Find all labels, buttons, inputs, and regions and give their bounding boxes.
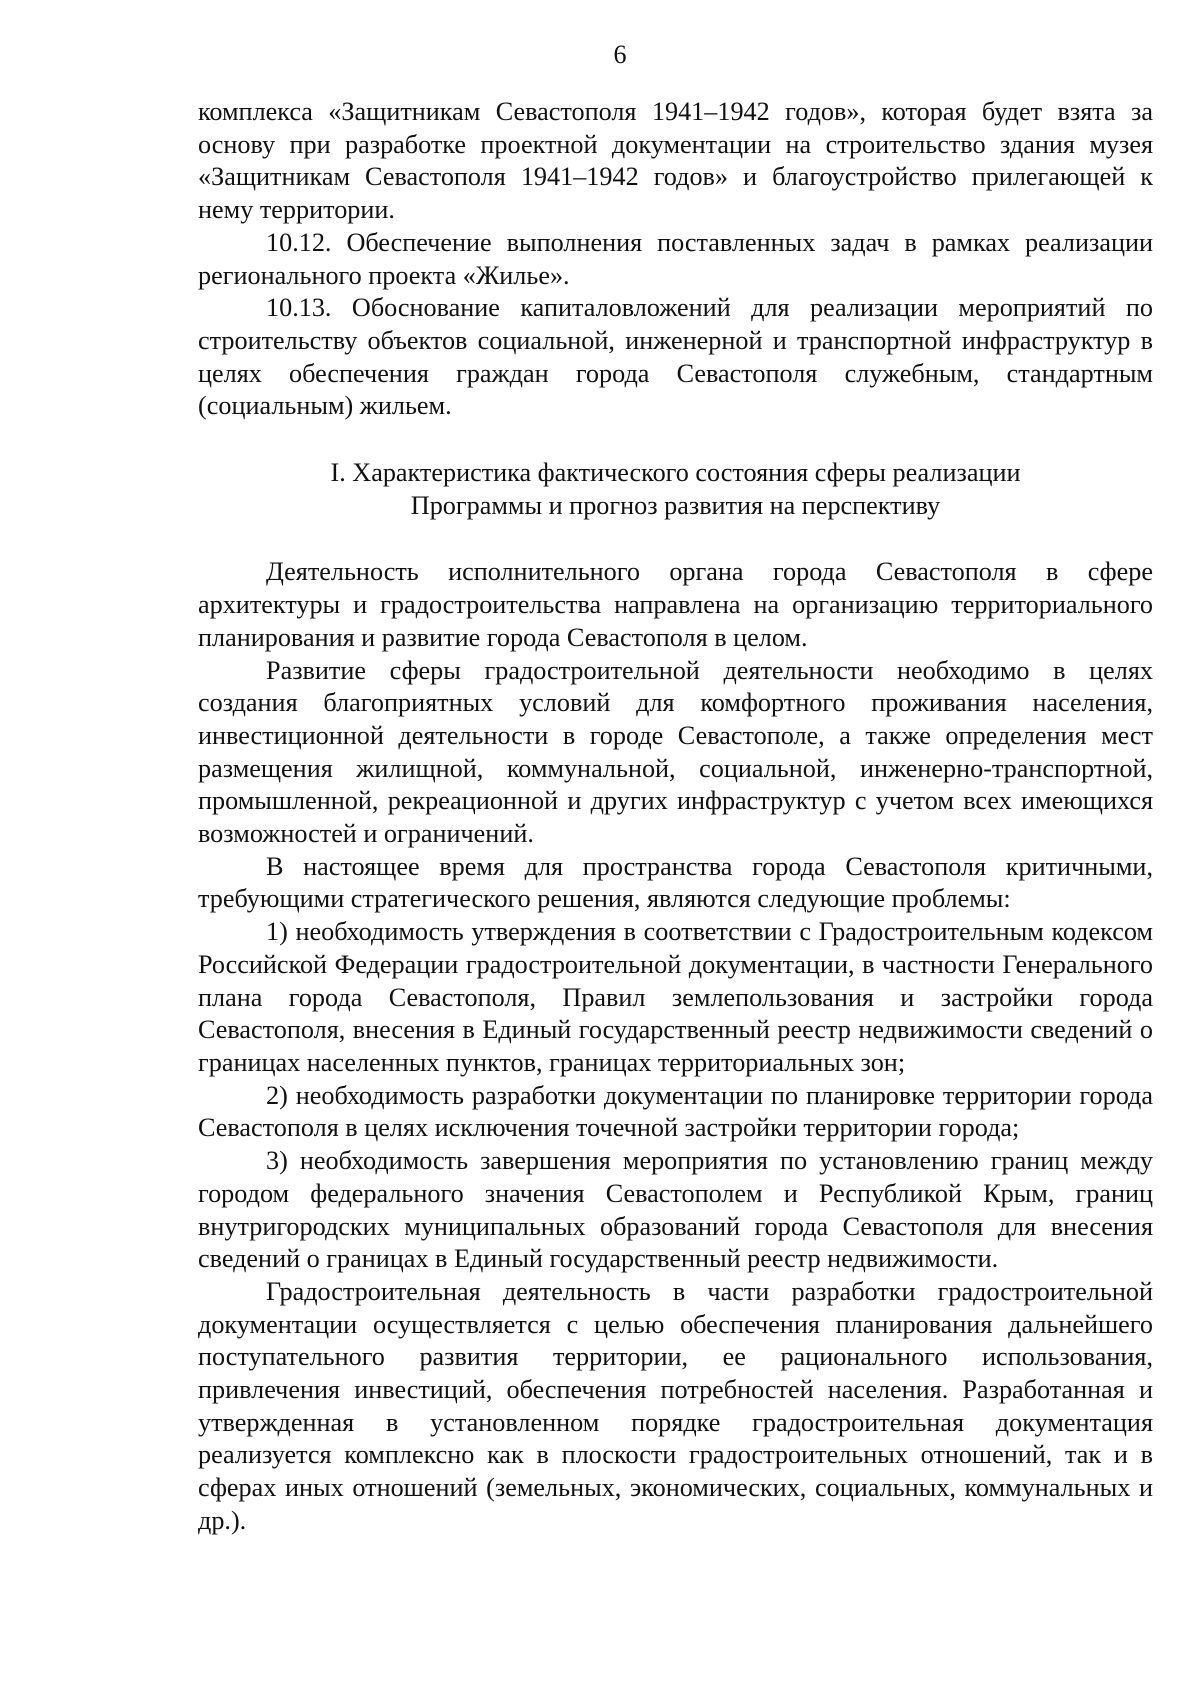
list-item-10-12: 10.12. Обеспечение выполнения поставленных задач в рамках реализации регионального проекта «Жилье». (198, 227, 1153, 290)
section-heading-line1: I. Характеристика фактического состояния сферы реализации (330, 458, 1021, 488)
paragraph-planning: Градостроительная деятельность в части разработки градостроительной документации осуществляется с целью обеспечения планирования дальнейшего поступательного развития территории, ее рационального использования, привлечения инвестиций, обеспечения потребностей населения. Разработанная и утвержденная в установленном порядке градостроительная документация реализуется комплексно как в плоскости градостроительных отношений, так и в сферах иных отношений (земельных, экономических, социальных, коммунальных и др.). (198, 1276, 1153, 1535)
problem-item-2: 2) необходимость разработки документации по планировке территории города Севастополя в целях исключения точечной застройки территории города; (198, 1080, 1153, 1143)
document-body (198, 96, 1153, 1538)
section-heading-line2: Программы и прогноз развития на перспективу (410, 490, 941, 520)
paragraph-continuation: комплекса «Защитникам Севастополя 1941–1942 годов», которая будет взята за основу при разработке проектной документации на строительство здания музея «Защитникам Севастополя 1941–1942 годов» и благоустройство прилегающей к нему территории. (198, 97, 1153, 225)
problem-item-3: 3) необходимость завершения мероприятия по установлению границ между городом федерального значения Севастополем и Республикой Крым, границ внутригородских муниципальных образований города Севастополя для внесения сведений о границах в Единый государственный реестр недвижимости. (198, 1146, 1153, 1274)
page-number: 6 (613, 40, 627, 69)
paragraph-activity: Деятельность исполнительного органа города Севастополя в сфере архитектуры и градостроительства направлена на организацию территориального планирования и развитие города Севастополя в целом. (198, 557, 1153, 652)
problem-item-1: 1) необходимость утверждения в соответствии с Градостроительным кодексом Российской Федерации градостроительной документации, в частности Генерального плана города Севастополя, Правил землепользования и застройки города Севастополя, внесения в Единый государственный реестр недвижимости сведений о границах населенных пунктов, границах территориальных зон; (198, 917, 1153, 1077)
paragraph-development: Развитие сферы градостроительной деятельности необходимо в целях создания благоприятных условий для комфортного проживания населения, инвестиционной деятельности в городе Севастополе, а также определения мест размещения жилищной, коммунальной, социальной, инженерно-транспортной, промышленной, рекреационной и других инфраструктур с учетом всех имеющихся возможностей и ограничений. (198, 655, 1153, 849)
section-heading (198, 457, 1153, 522)
list-item-10-13: 10.13. Обоснование капиталовложений для реализации мероприятий по строительству объектов социальной, инженерной и транспортной инфраструктур в целях обеспечения граждан города Севастополя служебным, стандартным (социальным) жильем. (198, 293, 1153, 421)
paragraph-problems-intro: В настоящее время для пространства города Севастополя критичными, требующими стратегического решения, являются следующие проблемы: (198, 851, 1153, 914)
